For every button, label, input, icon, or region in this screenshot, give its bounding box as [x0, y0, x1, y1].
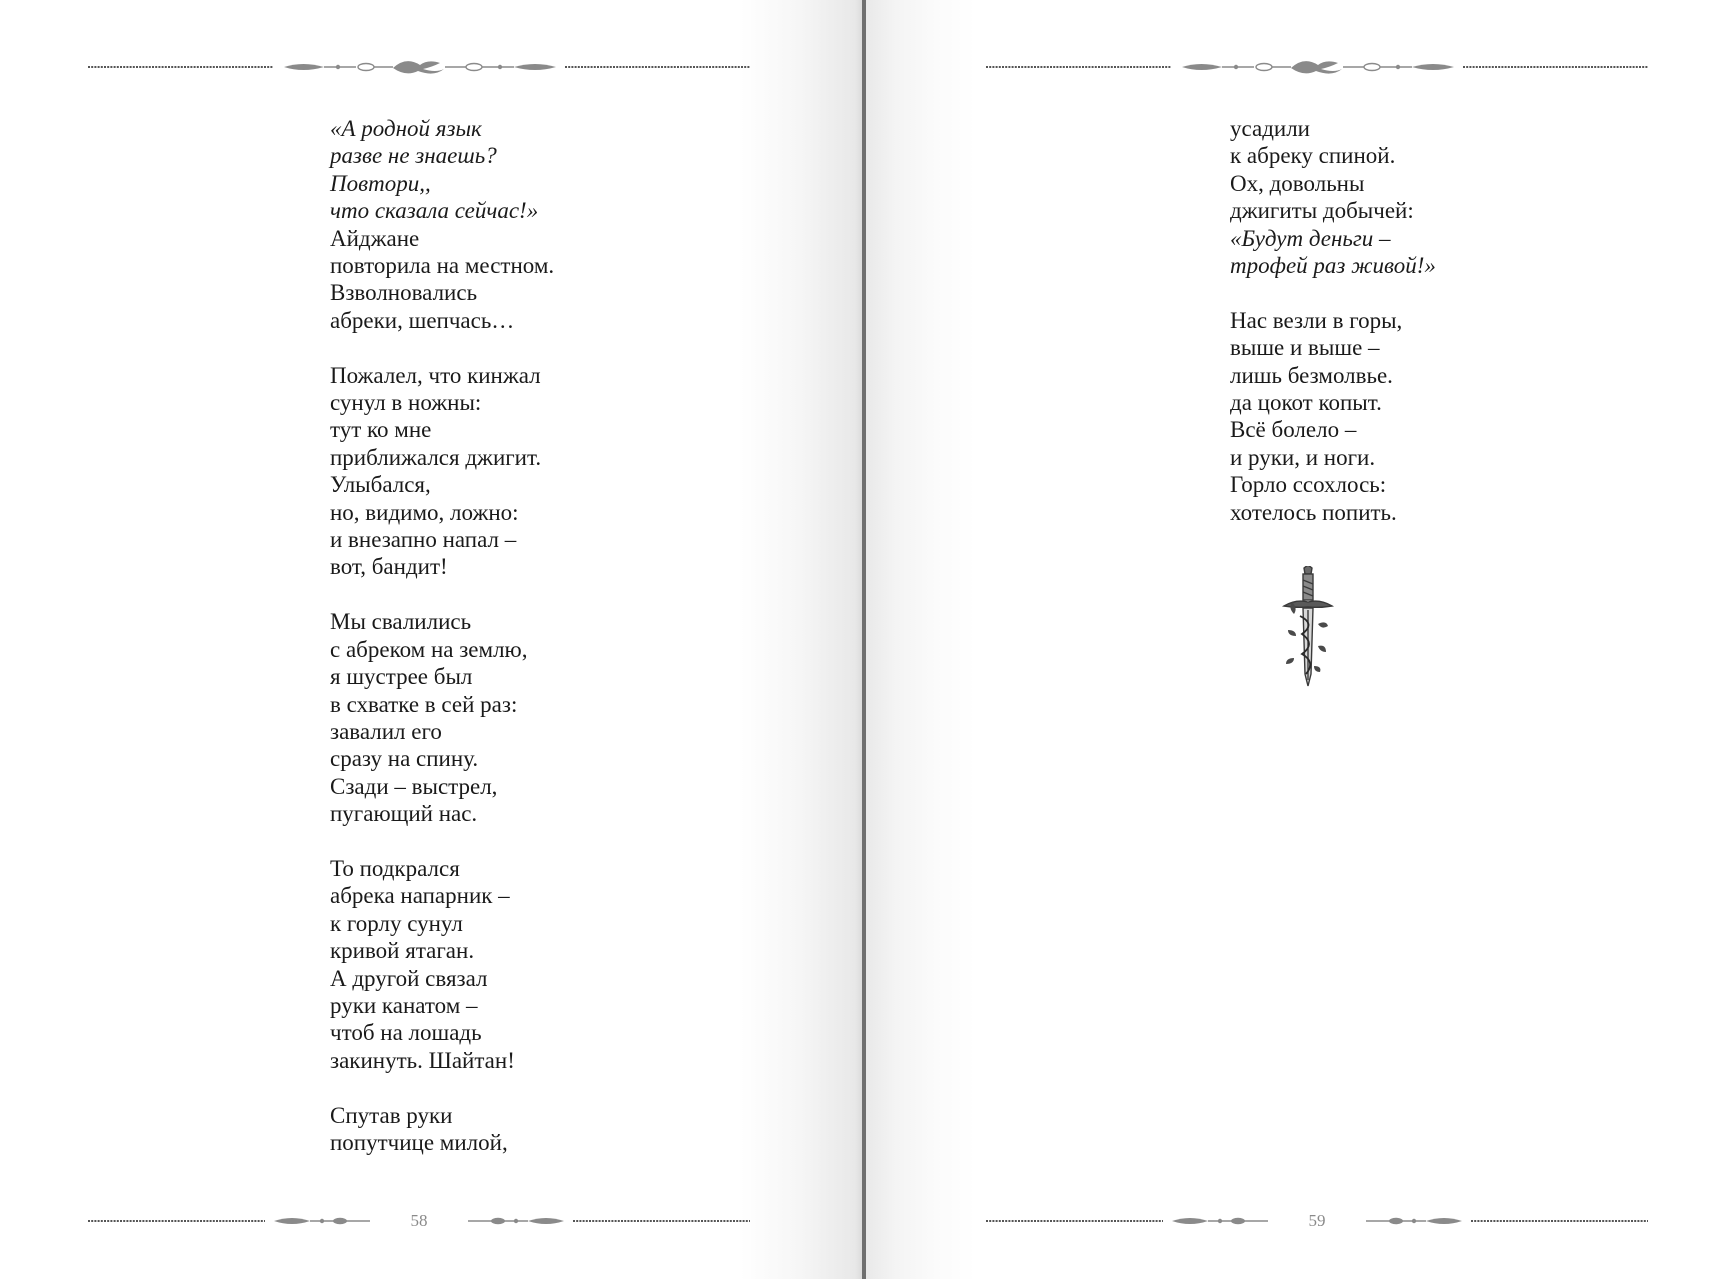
verse-line: повторила на местном. [330, 253, 555, 279]
verse-line: к горлу сунул [330, 910, 463, 936]
verse-line: выше и выше – [1230, 335, 1380, 361]
stanza-break [330, 581, 554, 608]
scroll-ornament-icon [88, 57, 750, 77]
verse-line: и внезапно напал – [330, 527, 517, 553]
verse-line: вот, бандит! [330, 554, 448, 580]
stanza-break [330, 334, 554, 361]
poem-text-left [330, 115, 554, 1156]
verse-line: Улыбался, [330, 472, 431, 498]
verse-line: Спутав руки [330, 1102, 453, 1128]
verse-line: но, видимо, ложно: [330, 499, 519, 525]
verse-line: А другой связал [330, 965, 488, 991]
verse-line: «А родной язык [330, 116, 482, 141]
verse-line: Нас везли в горы, [1230, 307, 1403, 333]
verse-line: да цокот копыт. [1230, 390, 1382, 416]
verse-line: Пожалел, что кинжал [330, 362, 541, 388]
verse-line: Горло ссохлось: [1230, 472, 1387, 498]
verse-line: завалил его [330, 718, 442, 744]
verse-line: джигиты добычей: [1230, 198, 1414, 224]
verse-line: закинуть. Шайтан! [330, 1047, 515, 1073]
verse-line: пугающий нас. [330, 801, 478, 827]
verse-line: «Будут деньги – [1230, 225, 1391, 251]
poem-text-right [1230, 115, 1436, 526]
verse-line: абрека напарник – [330, 883, 510, 909]
verse-line: Повтори,, [330, 170, 431, 196]
stanza-break [330, 1074, 554, 1101]
verse-line: тут ко мне [330, 417, 432, 443]
dagger-with-leaves-icon [1280, 566, 1336, 688]
verse-line: сунул в ножны: [330, 390, 482, 416]
verse-line: сразу на спину. [330, 746, 479, 772]
verse-line: Сзади – выстрел, [330, 773, 498, 799]
verse-line: хотелось попить. [1230, 499, 1397, 525]
verse-line: и руки, и ноги. [1230, 444, 1376, 470]
verse-line: Всё болело – [1230, 417, 1357, 443]
page-number: 59 [1308, 1211, 1326, 1230]
verse-line: я шустрее был [330, 664, 473, 690]
verse-line: к абреку спиной. [1230, 143, 1396, 169]
verse-line: Взволновались [330, 280, 478, 306]
verse-line: лишь безмолвье. [1230, 362, 1393, 388]
page-number: 58 [410, 1211, 428, 1230]
verse-line: что сказала сейчас!» [330, 198, 539, 224]
verse-line: в схватке в сей раз: [330, 691, 518, 717]
verse-line: с абреком на землю, [330, 636, 528, 662]
verse-line: попутчице милой, [330, 1129, 508, 1155]
verse-line: Ох, довольны [1230, 170, 1365, 196]
scroll-ornament-icon [986, 57, 1648, 77]
verse-line: абреки, шепчась… [330, 307, 515, 333]
verse-line: руки канатом – [330, 992, 478, 1018]
verse-line: приближался джигит. [330, 444, 542, 470]
verse-line: Мы свалились [330, 609, 472, 635]
verse-line: То подкрался [330, 855, 460, 881]
verse-line: трофей раз живой!» [1230, 253, 1436, 279]
verse-line: разве не знаешь? [330, 143, 497, 169]
stanza-break [1230, 279, 1436, 306]
stanza-break [330, 828, 554, 855]
verse-line: Айджане [330, 225, 420, 251]
verse-line: чтоб на лошадь [330, 1020, 482, 1046]
verse-line: усадили [1230, 116, 1310, 141]
verse-line: кривой ятаган. [330, 938, 475, 964]
